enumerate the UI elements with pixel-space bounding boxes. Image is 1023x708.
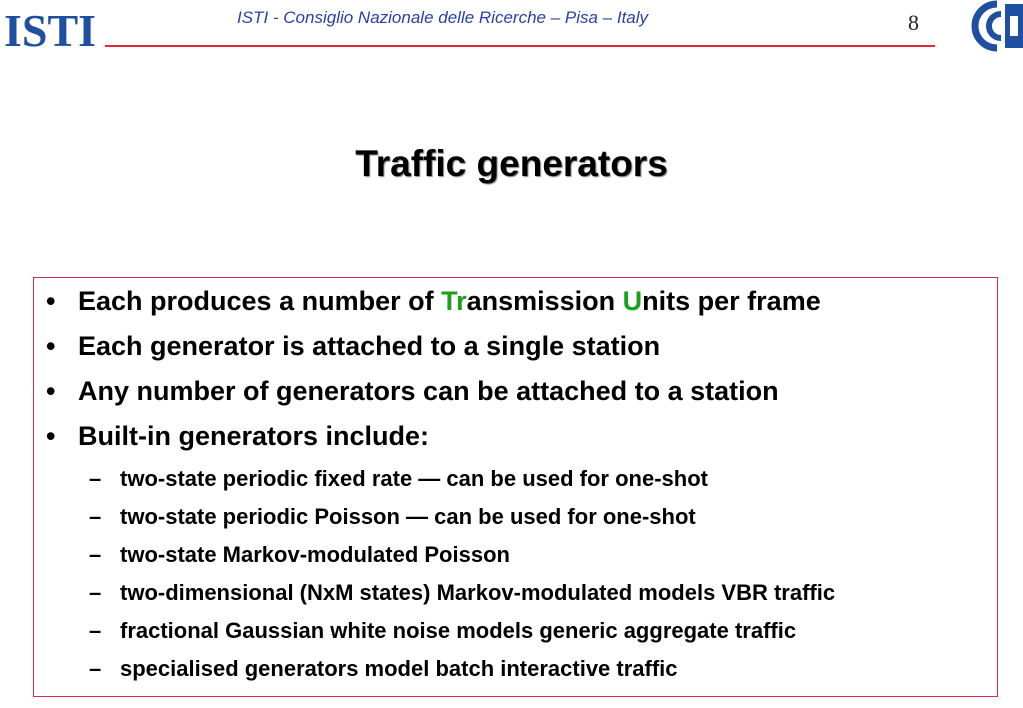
sub-bullet-marker: – — [89, 618, 102, 643]
bullet-marker: • — [46, 421, 56, 451]
slide-title: Traffic generators — [355, 143, 668, 184]
institution-header: ISTI - Consiglio Nazionale delle Ricerche – Pisa – Italy — [237, 8, 649, 27]
sub-bullet-text: two-state periodic fixed rate — can be used for one-shot — [120, 466, 708, 491]
sub-bullet-marker: – — [89, 542, 102, 567]
bullet-text: Each produces a number of Transmission Units per frame — [78, 286, 821, 316]
bullet-text: Any number of generators can be attached to a station — [78, 376, 779, 406]
isti-logo — [2, 0, 97, 56]
sub-bullet-marker: – — [89, 466, 102, 491]
highlight-tr: Tr — [441, 286, 467, 316]
sub-bullet-text: fractional Gaussian white noise models generic aggregate traffic — [120, 618, 797, 643]
bullet-marker: • — [46, 331, 56, 361]
sub-bullet-marker: – — [89, 580, 102, 605]
content-box — [33, 277, 998, 697]
bullet-text: Each generator is attached to a single station — [78, 331, 661, 361]
highlight-u: U — [622, 286, 643, 316]
sub-bullet-text: two-dimensional (NxM states) Markov-modulated models VBR traffic — [120, 580, 836, 605]
header-divider — [105, 45, 935, 47]
bullet-marker: • — [46, 376, 56, 406]
page-number: 8 — [908, 10, 919, 35]
sub-bullet-text: specialised generators model batch interactive traffic — [120, 656, 678, 681]
sub-bullet-text: two-state Markov-modulated Poisson — [120, 542, 510, 567]
bullet-marker: • — [46, 286, 56, 316]
svg-text:ISTI: ISTI — [4, 5, 97, 56]
bullet-text: Built-in generators include: — [78, 421, 430, 451]
cnr-logo — [963, 0, 1023, 50]
sub-bullet-marker: – — [89, 504, 102, 529]
sub-bullet-text: two-state periodic Poisson — can be used for one-shot — [120, 504, 696, 529]
sub-bullet-marker: – — [89, 656, 102, 681]
